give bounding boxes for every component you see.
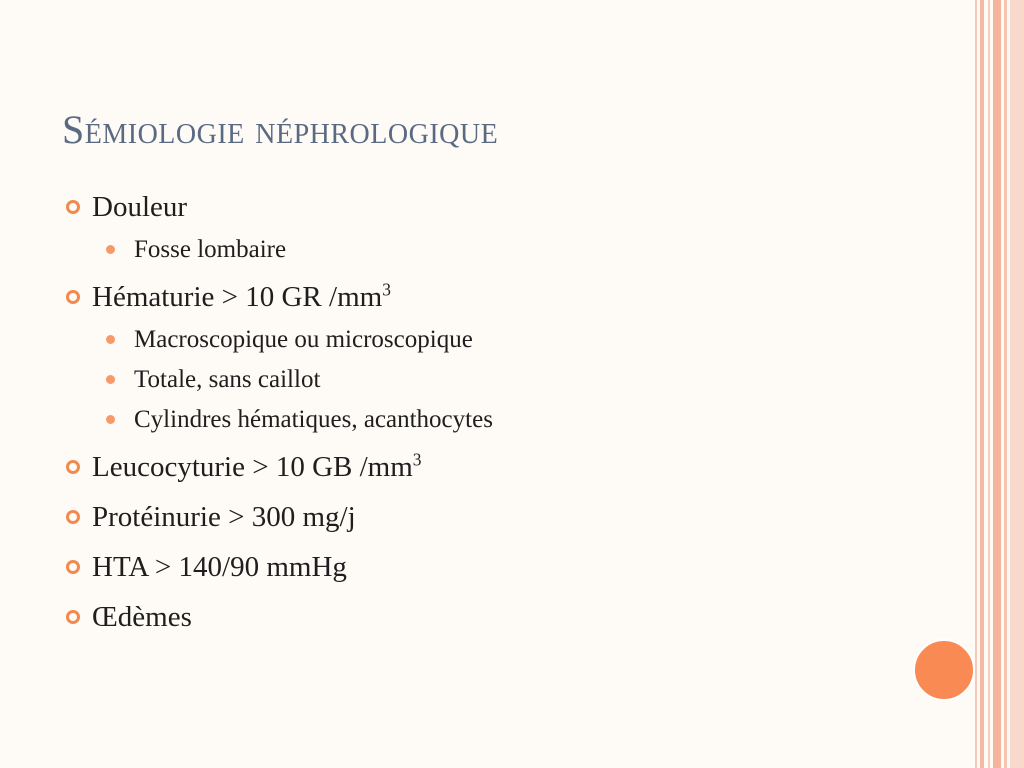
bullet-label: Douleur [92, 191, 188, 223]
dot-bullet-icon [106, 335, 115, 344]
bullet-item [62, 276, 942, 318]
bullet-list [62, 186, 942, 638]
sub-bullet-label: Cylindres hématiques, acanthocytes [134, 406, 493, 433]
sub-bullet-item [62, 362, 942, 398]
bullet-label: Leucocyturie > 10 GB /mm [92, 451, 413, 483]
dot-bullet-icon [106, 375, 115, 384]
sub-bullet-label: Macroscopique ou microscopique [134, 326, 473, 353]
sub-bullet-item [62, 232, 942, 268]
dot-bullet-icon [106, 245, 115, 254]
bullet-item [62, 546, 942, 588]
superscript: 3 [382, 279, 391, 300]
bullet-label: Œdèmes [92, 601, 192, 633]
sub-bullet-label: Totale, sans caillot [134, 366, 321, 393]
bullet-item [62, 496, 942, 538]
bullet-label: Hématurie > 10 GR /mm [92, 281, 383, 313]
decorative-stripe [980, 0, 984, 768]
sub-bullet-item [62, 402, 942, 438]
decorative-circle-icon [913, 639, 975, 701]
ring-bullet-icon [66, 610, 80, 624]
sub-bullet-item [62, 322, 942, 358]
bullet-item [62, 596, 942, 638]
ring-bullet-icon [66, 200, 80, 214]
slide-title: Sémiologie néphrologique [62, 107, 499, 152]
decorative-stripe [988, 0, 990, 768]
ring-bullet-icon [66, 290, 80, 304]
dot-bullet-icon [106, 415, 115, 424]
bullet-item [62, 186, 942, 228]
superscript: 3 [412, 449, 422, 470]
bullet-label: HTA > 140/90 mmHg [92, 551, 347, 583]
sub-bullet-label: Fosse lombaire [134, 236, 287, 263]
bullet-label: Protéinurie > 300 mg/j [92, 501, 356, 533]
decorative-stripe [1010, 0, 1024, 768]
decorative-stripe [975, 0, 977, 768]
ring-bullet-icon [66, 560, 80, 574]
ring-bullet-icon [66, 460, 80, 474]
decorative-stripe [993, 0, 1001, 768]
decorative-stripe [1004, 0, 1007, 768]
bullet-item [62, 446, 942, 488]
ring-bullet-icon [66, 510, 80, 524]
